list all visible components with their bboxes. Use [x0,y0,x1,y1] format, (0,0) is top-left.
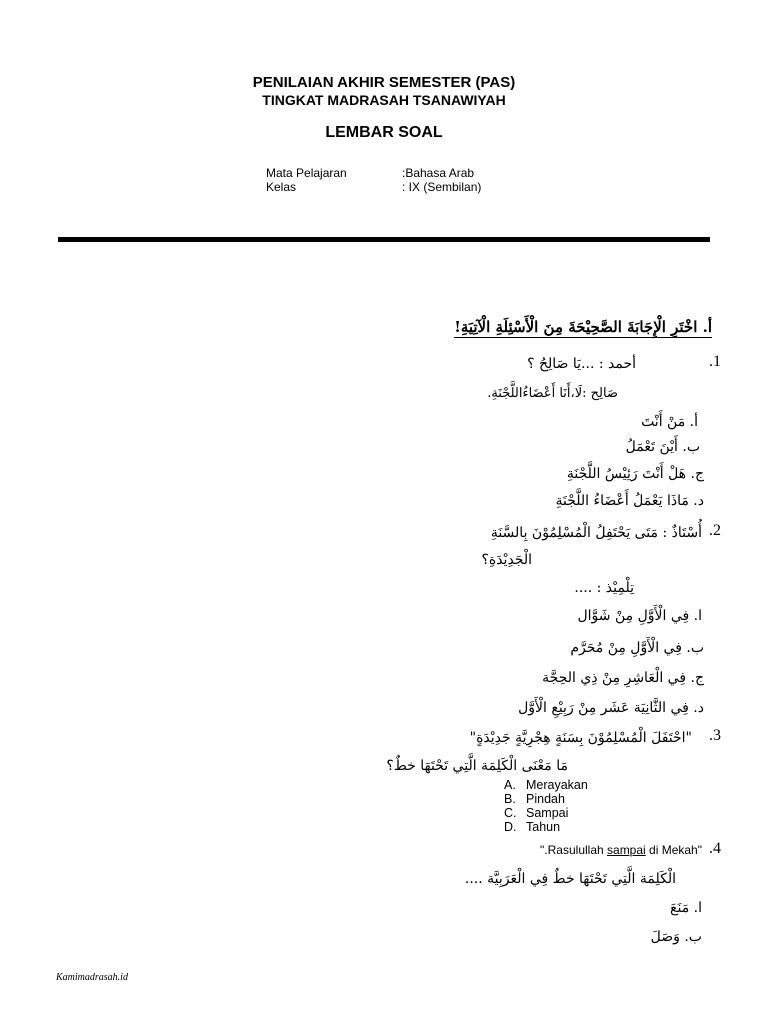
question-3-option-a [504,778,588,792]
question-4-line-2: الْكَلِمَة الَّتِي تَحْتَهَا خطٌ فِي الْعَرَبِيَّة .... [464,871,676,887]
option-letter: A. [504,778,516,792]
option-text: Pindah [526,792,565,806]
question-1-number: .1 [709,353,721,370]
question-4-underlined-word: sampai [607,843,646,857]
class-value: : IX (Sembilan) [402,180,482,194]
section-heading: أ. اخْتَرِ الْإِجَابَةَ الصَّحِيْحَةَ مِنَ الْأَسْئِلَةِ الْآتِيَةِ! [454,318,712,336]
question-4-text-after: di Mekah" [645,843,702,857]
question-2-line-2: الْجَدِيْدَةِ؟ [481,552,532,568]
question-1-option-c: ج. هَلْ أَنْتَ رَئِيْسُ اللَّجْنَةِ [566,466,704,482]
question-1-line-2: صَالِح :لَا،أَنَا أَعْضَاءُاللَّجْنَةِ. [487,386,618,401]
question-3-option-c [504,806,568,820]
question-2-option-a: ا. فِي الْأَوَّلِ مِنْ شَوَّال [577,608,702,624]
question-2-option-d: د. فِي الثَّانِيَة عَشَر مِنْ رَبِيْعِ الْأَوَّل [518,700,704,716]
subject-value: :Bahasa Arab [402,166,475,180]
class-label: Kelas [266,180,297,194]
question-1-option-d: د. مَاذَا يَعْمَلُ أَعْضَاءُ اللَّجْنَةِ [555,493,704,509]
header [0,74,768,109]
option-letter: B. [504,792,516,806]
question-4-number: .4 [709,840,721,857]
question-1-option-a: أ. مَنْ أَنْتَ [641,414,698,430]
question-3-option-b [504,792,565,806]
exam-title: PENILAIAN AKHIR SEMESTER (PAS) [252,74,516,91]
option-text: Merayakan [526,778,588,792]
question-3-number: .3 [709,727,721,744]
option-text: Tahun [526,820,561,834]
question-4-option-a: ا. مَنَعَ [670,900,702,916]
question-1-option-b: ب. أَيْنَ تَعْمَلُ [625,439,700,455]
question-4-text-before: ".Rasulullah [540,843,608,857]
option-letter: C. [504,806,517,820]
question-3-line-1: "احْتَفَلَ الْمُسْلِمُوْنَ بِسَنَةٍ هِجْرِيَّةٍ جَدِيْدَةٍ" [469,730,692,746]
question-4-option-b: ب. وَصَلَ [650,929,702,945]
option-letter: D. [504,820,517,834]
footer-source: Kamimadrasah.id [56,972,128,983]
subject-label: Mata Pelajaran [266,166,347,180]
question-2-option-b: ب. فِي الْأَوَّلِ مِنْ مُحَرَّم [570,640,704,656]
question-2-option-c: ج. فِي الْعَاشِرِ مِنْ ذِي الحِجَّة [542,670,704,686]
question-2-line-3: تِلْمِيْذ : .... [574,580,634,596]
option-text: Sampai [526,806,569,820]
question-1-line-1: أحمد : ...يَا صَالِحُ ؟ [527,356,636,372]
question-2-number: .2 [709,522,721,539]
question-4-sentence [540,843,702,857]
question-3-option-d [504,820,560,834]
question-2-line-1: أُسْتَاذٌ : مَتَى يَحْتَفِلُ الْمُسْلِمُوْنَ بِالسَّنَةِ [490,525,702,541]
header-divider [58,237,710,242]
sheet-title: LEMBAR SOAL [325,124,443,141]
question-3-line-2: مَا مَعْنَى الْكَلِمَة الَّتِي تَحْتَهَا خطٌ؟ [386,758,568,774]
exam-level: TINGKAT MADRASAH TSANAWIYAH [262,92,506,108]
